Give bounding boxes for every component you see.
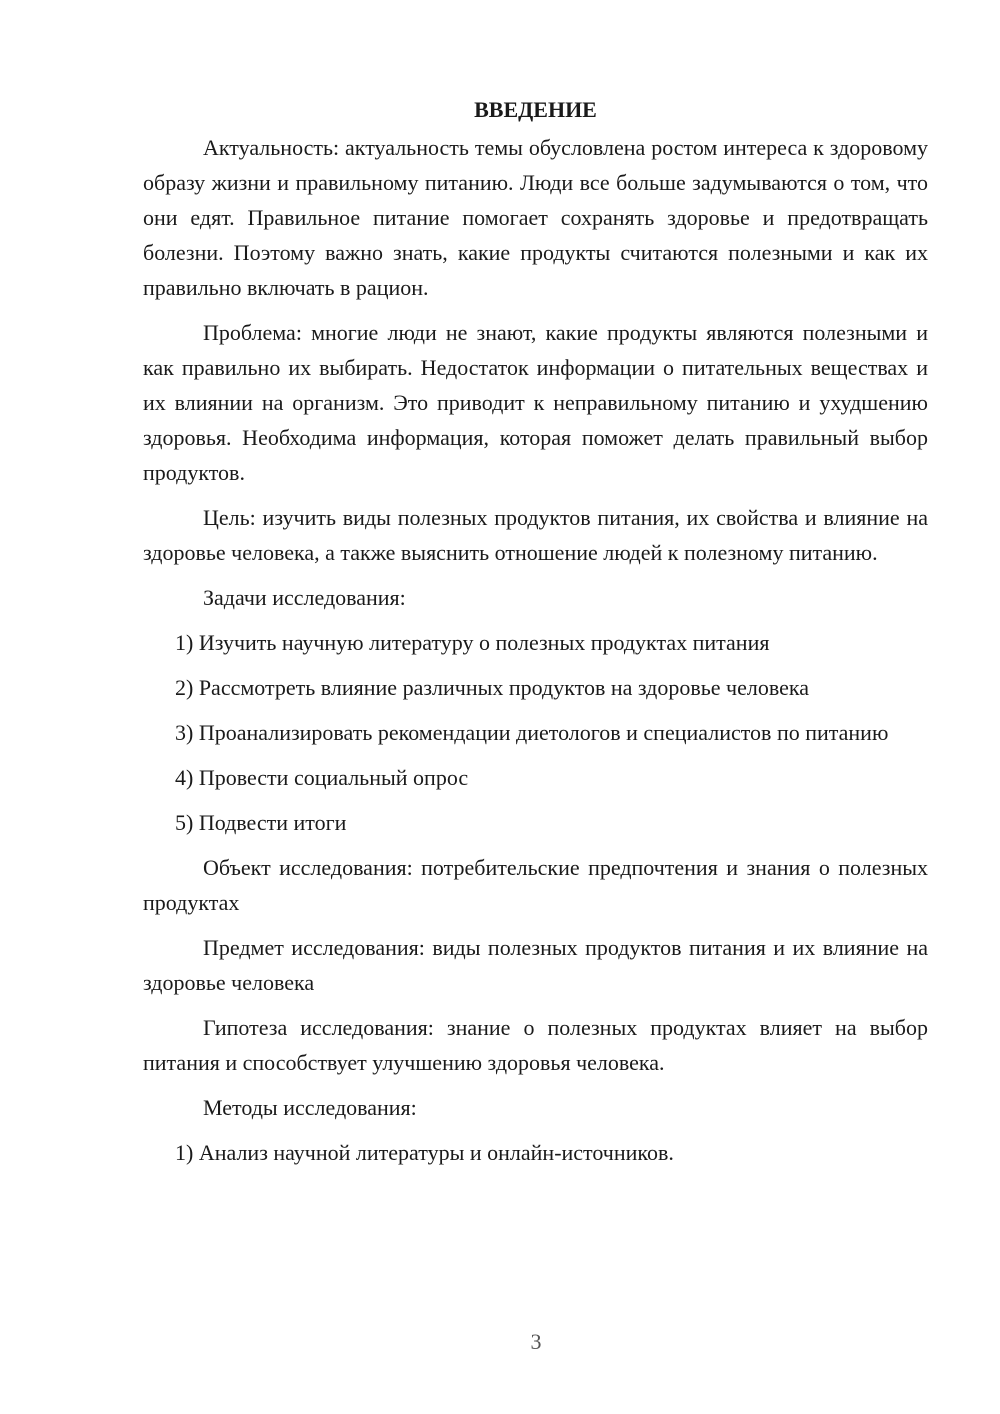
page-title: ВВЕДЕНИЕ bbox=[474, 97, 597, 122]
document-page bbox=[143, 92, 928, 1180]
relevance-paragraph: Актуальность: актуальность темы обусловлена ростом интереса к здоровому образу жизни и правильному питанию. Люди все больше задумываются о том, что они едят. Правильное питание помогает сохранять здоровье и предотвращать болезни. Поэтому важно знать, какие продукты считаются полезными и как их правильно включать в рацион. bbox=[143, 135, 928, 300]
task-item: 5) Подвести итоги bbox=[175, 810, 347, 835]
methods-title: Методы исследования: bbox=[203, 1095, 417, 1120]
task-item: 4) Провести социальный опрос bbox=[175, 765, 469, 790]
task-item: 3) Проанализировать рекомендации диетологов и специалистов по питанию bbox=[175, 720, 889, 745]
problem-paragraph: Проблема: многие люди не знают, какие продукты являются полезными и как правильно их выбирать. Недостаток информации о питательных веществах и их влиянии на организм. Это приводит к неправильному питанию и ухудшению здоровья. Необходима информация, которая поможет делать правильный выбор продуктов. bbox=[143, 320, 928, 485]
hypothesis-paragraph: Гипотеза исследования: знание о полезных продуктах влияет на выбор питания и способствует улучшению здоровья человека. bbox=[143, 1015, 928, 1075]
object-paragraph: Объект исследования: потребительские предпочтения и знания о полезных продуктах bbox=[143, 855, 928, 915]
tasks-title: Задачи исследования: bbox=[203, 585, 406, 610]
subject-paragraph: Предмет исследования: виды полезных продуктов питания и их влияние на здоровье человека bbox=[143, 935, 928, 995]
task-item: 2) Рассмотреть влияние различных продуктов на здоровье человека bbox=[175, 675, 809, 700]
task-item: 1) Изучить научную литературу о полезных продуктах питания bbox=[175, 630, 770, 655]
method-item: 1) Анализ научной литературы и онлайн-источников. bbox=[175, 1140, 674, 1165]
page-number: 3 bbox=[530, 1329, 542, 1354]
goal-paragraph: Цель: изучить виды полезных продуктов питания, их свойства и влияние на здоровье человека, а также выяснить отношение людей к полезному питанию. bbox=[143, 505, 928, 565]
